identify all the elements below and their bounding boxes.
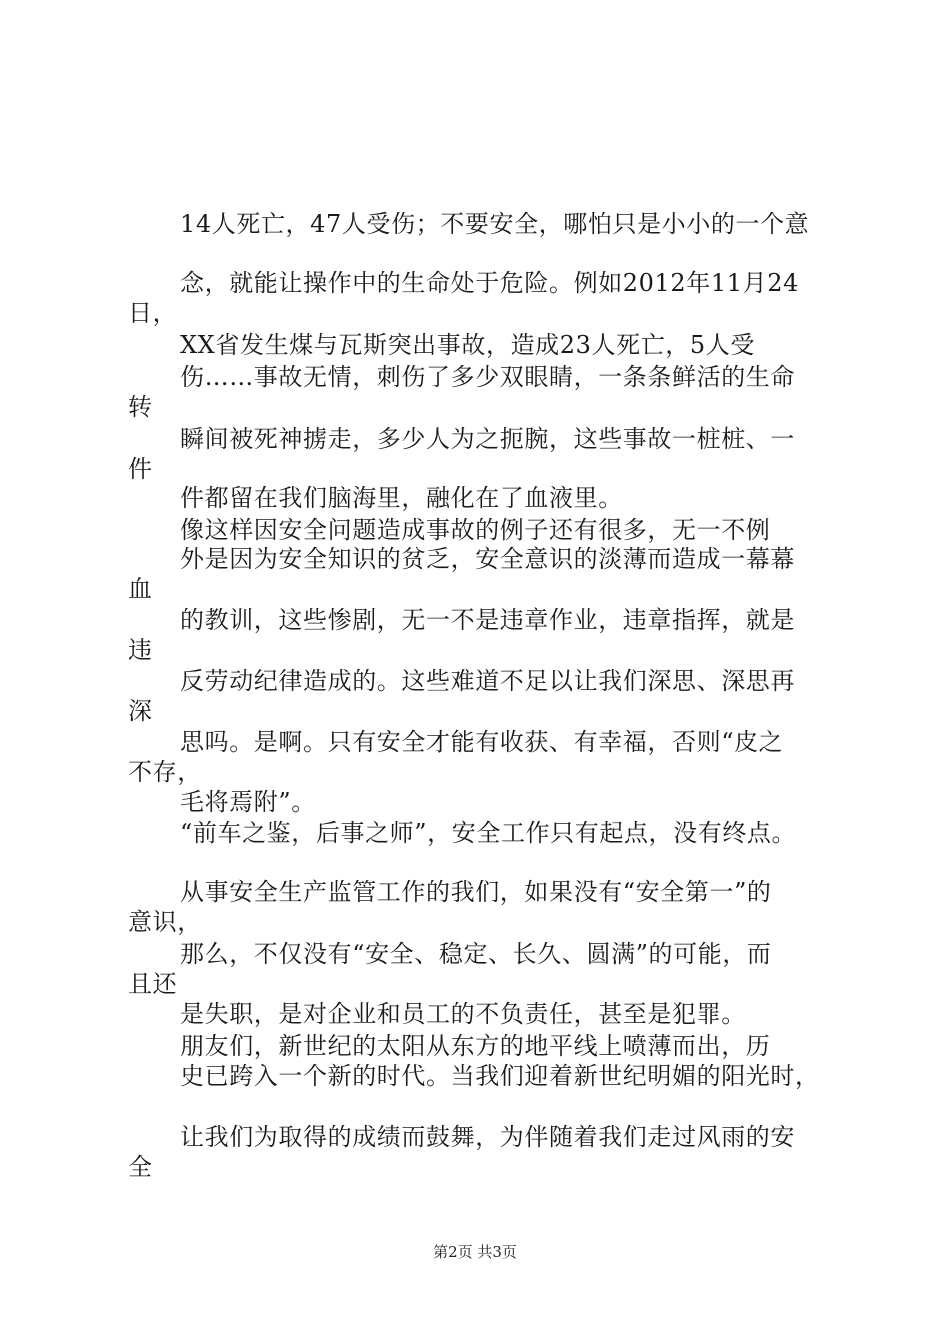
text-line: 毛将焉附”。 — [180, 788, 316, 816]
text-line: 从事安全生产监管工作的我们，如果没有“安全第一”的 — [180, 878, 772, 906]
text-line: 违 — [128, 636, 153, 664]
text-line: 那么，不仅没有“安全、稳定、长久、圆满”的可能，而 — [180, 940, 772, 968]
text-line: 日， — [128, 299, 178, 327]
text-line: 血 — [128, 575, 153, 603]
text-line: 的教训，这些惨剧，无一不是违章作业，违章指挥，就是 — [180, 606, 795, 634]
text-line: 转 — [128, 393, 153, 421]
text-line: 是失职，是对企业和员工的不负责任，甚至是犯罪。 — [180, 1000, 746, 1028]
text-line: 反劳动纪律造成的。这些难道不足以让我们深思、深思再 — [180, 667, 795, 695]
text-line: 深 — [128, 697, 153, 725]
text-line: 朋友们，新世纪的太阳从东方的地平线上喷薄而出，历 — [180, 1032, 771, 1060]
text-line: 全 — [128, 1153, 153, 1181]
page-number-footer: 第2页 共3页 — [433, 1243, 517, 1261]
text-line: 件 — [128, 455, 153, 483]
text-line: 意识， — [128, 908, 202, 936]
text-line: 像这样因安全问题造成事故的例子还有很多，无一不例 — [180, 516, 771, 544]
text-line: 瞬间被死神掳走，多少人为之扼腕，这些事故一桩桩、一 — [180, 425, 795, 453]
text-line: 史已跨入一个新的时代。当我们迎着新世纪明媚的阳光时， — [180, 1062, 820, 1090]
text-line: 外是因为安全知识的贫乏，安全意识的淡薄而造成一幕幕 — [180, 545, 795, 573]
text-line: 让我们为取得的成绩而鼓舞，为伴随着我们走过风雨的安 — [180, 1123, 795, 1151]
text-line: 不存， — [128, 758, 202, 786]
text-line: 件都留在我们脑海里，融化在了血液里。 — [180, 484, 623, 512]
text-line: XX省发生煤与瓦斯突出事故，造成23人死亡，5人受 — [180, 331, 755, 359]
text-line: 且还 — [128, 970, 178, 998]
text-line: 念，就能让操作中的生命处于危险。例如2012年11月24 — [180, 269, 799, 297]
text-line: “前车之鉴，后事之师”，安全工作只有起点，没有终点。 — [180, 819, 797, 847]
text-line: 思吗。是啊。只有安全才能有收获、有幸福，否则“皮之 — [180, 728, 784, 756]
text-line: 14人死亡，47人受伤；不要安全，哪怕只是小小的一个意 — [180, 210, 810, 238]
text-line: 伤……事故无情，刺伤了多少双眼睛，一条条鲜活的生命 — [180, 363, 795, 391]
